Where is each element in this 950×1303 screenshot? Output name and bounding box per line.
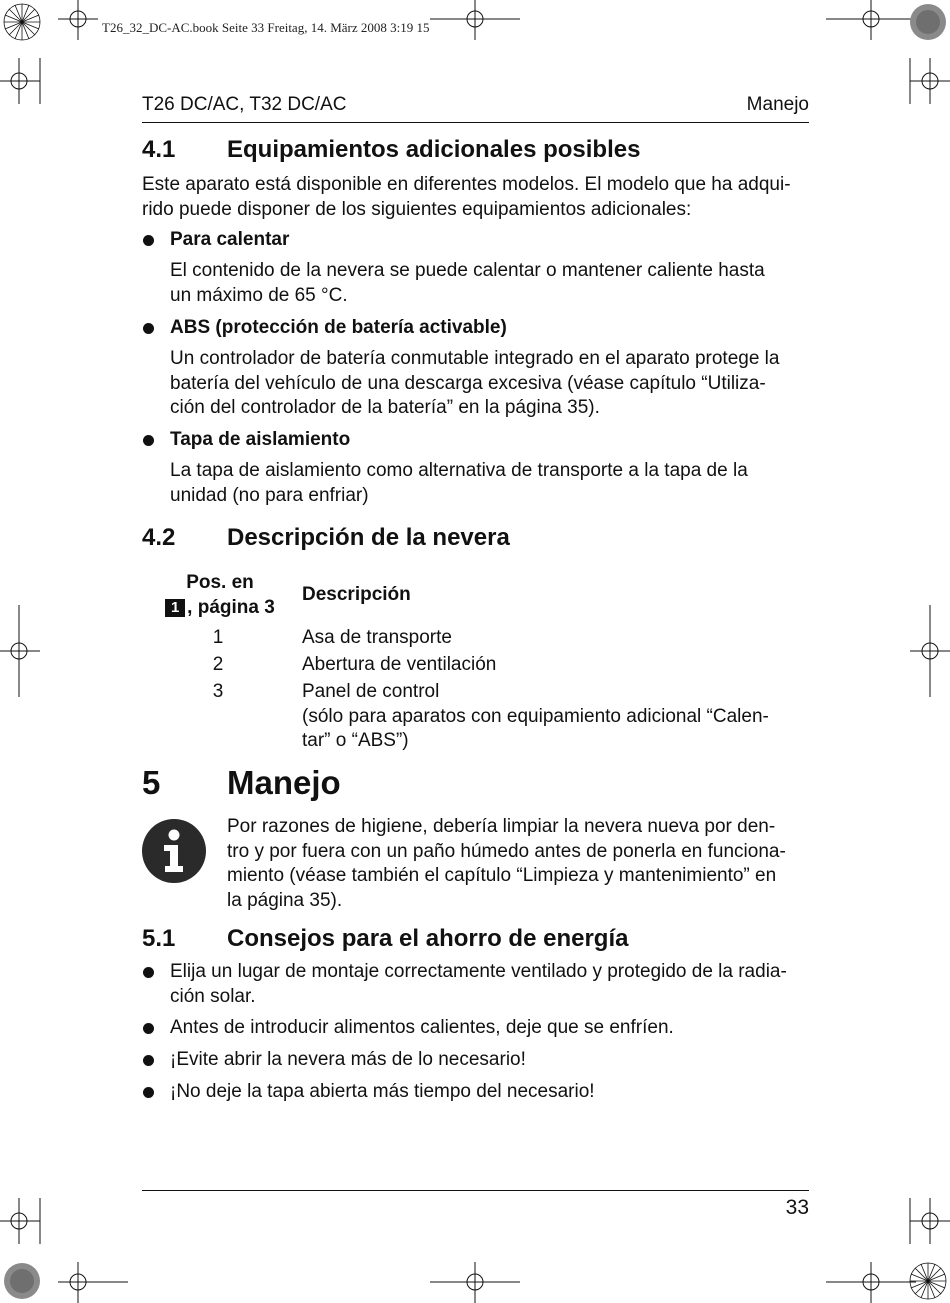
crosshair-top-right-icon: [826, 0, 916, 40]
info-icon: [142, 819, 206, 883]
section-4-1-intro: Este aparato está disponible en diferentes modelos. El modelo que ha adqui- rido puede disponer de los siguientes equipamientos adicionales:: [142, 174, 791, 220]
tip-item: ¡Evite abrir la nevera más de lo necesario!: [170, 1049, 526, 1070]
section-title: Descripción de la nevera: [227, 524, 510, 551]
bullet-dot: [143, 1087, 154, 1098]
bullet-dot: [143, 967, 154, 978]
table-header-description: Descripción: [302, 584, 411, 605]
crosshair-left-top-icon: [0, 58, 40, 104]
feature-heading: Tapa de aislamiento: [170, 429, 351, 450]
chapter-number: 5: [142, 764, 161, 801]
table-header-position: Pos. en 1 , página 3: [158, 571, 282, 620]
table-cell-pos: 1: [212, 627, 224, 648]
section-number: 4.2: [142, 524, 176, 551]
crosshair-right-top-icon: [910, 58, 950, 104]
header-rule: [142, 122, 809, 123]
feature-heading: ABS (protección de batería activable): [170, 317, 507, 338]
running-header-section: Manejo: [746, 94, 809, 115]
table-cell-desc: Panel de control (sólo para aparatos con equipamiento adicional “Calen- tar” o “ABS”): [302, 681, 769, 751]
starburst-bottom-right-icon: [910, 1263, 946, 1299]
footer-rule: [142, 1190, 809, 1191]
tip-item: ¡No deje la tapa abierta más tiempo del necesario!: [170, 1081, 595, 1102]
crosshair-bottom-left-icon: [58, 1262, 128, 1303]
crosshair-bottom-right-icon: [826, 1262, 916, 1303]
bullet-dot: [143, 435, 154, 446]
table-cell-pos: 3: [212, 681, 224, 702]
feature-description: La tapa de aislamiento como alternativa de transporte a la tapa de la unidad (no para enfriar): [170, 460, 748, 506]
crosshair-left-bottom-icon: [0, 1198, 40, 1244]
section-title: Consejos para el ahorro de energía: [227, 925, 629, 952]
hygiene-note: Por razones de higiene, debería limpiar la nevera nueva por den- tro y por fuera con un paño húmedo antes de ponerla en funciona- miento (véase también el capítulo “Limpieza y mantenimiento” en la página 35).: [227, 816, 786, 911]
gray-dot-top-right-icon: [910, 4, 946, 40]
table-cell-desc: Asa de transporte: [302, 627, 452, 648]
crosshair-top-center-icon: [430, 0, 520, 40]
tip-item: Elija un lugar de montaje correctamente ventilado y protegido de la radia- ción solar.: [170, 961, 787, 1007]
crosshair-bottom-center-icon: [430, 1262, 520, 1303]
gray-dot-bottom-left-icon: [4, 1263, 40, 1299]
table-cell-pos: 2: [212, 654, 224, 675]
bullet-dot: [143, 1023, 154, 1034]
bullet-dot: [143, 1055, 154, 1066]
bullet-dot: [143, 235, 154, 246]
feature-description: Un controlador de batería conmutable integrado en el aparato protege la batería del vehículo de una descarga excesiva (véase capítulo “Utiliza- ción del controlador de la batería” en la página 35).: [170, 348, 780, 418]
feature-heading: Para calentar: [170, 229, 290, 250]
tip-item: Antes de introducir alimentos calientes, deje que se enfríen.: [170, 1017, 674, 1038]
table-cell-desc: Abertura de ventilación: [302, 654, 497, 675]
page-number: 33: [785, 1196, 809, 1219]
chapter-title: Manejo: [227, 764, 341, 801]
starburst-top-left-icon: [4, 4, 40, 40]
crosshair-top-left-icon: [58, 0, 98, 40]
section-number: 5.1: [142, 925, 176, 952]
crosshair-right-mid-icon: [910, 605, 950, 697]
crosshair-right-bottom-icon: [910, 1198, 950, 1244]
section-number: 4.1: [142, 136, 176, 163]
bullet-dot: [143, 323, 154, 334]
section-title: Equipamientos adicionales posibles: [227, 136, 641, 163]
feature-description: El contenido de la nevera se puede calentar o mantener caliente hasta un máximo de 65 °C.: [170, 260, 765, 306]
crosshair-left-mid-icon: [0, 605, 40, 697]
info-glyph-icon: [142, 819, 206, 883]
print-meta: T26_32_DC-AC.book Seite 33 Freitag, 14. März 2008 3:19 15: [102, 20, 430, 35]
figure-reference-badge: 1: [165, 599, 185, 617]
running-header-title: T26 DC/AC, T32 DC/AC: [142, 94, 347, 115]
